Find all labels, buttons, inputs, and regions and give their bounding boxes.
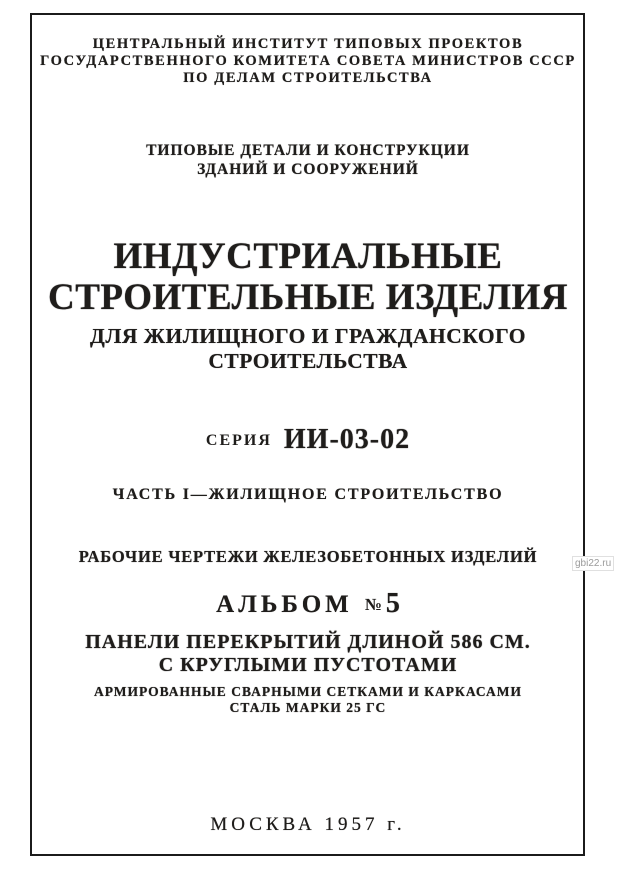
document-title-line: ИНДУСТРИАЛЬНЫЕ — [113, 236, 503, 277]
series-header-line: ЗДАНИЙ И СООРУЖЕНИЙ — [197, 161, 419, 178]
series-header-line: ТИПОВЫЕ ДЕТАЛИ И КОНСТРУКЦИИ — [146, 142, 470, 159]
drawings-line: РАБОЧИЕ ЧЕРТЕЖИ ЖЕЛЕЗОБЕТОННЫХ ИЗДЕЛИЙ — [78, 547, 538, 566]
series-line — [31, 424, 585, 456]
reinforcement-note — [31, 684, 585, 716]
document-title-line: СТРОИТЕЛЬНЫЕ ИЗДЕЛИЯ — [47, 277, 569, 318]
institute-header-line: ПО ДЕЛАМ СТРОИТЕЛЬСТВА — [183, 70, 433, 86]
institute-header — [31, 36, 585, 87]
reinforcement-note-line: АРМИРОВАННЫЕ СВАРНЫМИ СЕТКАМИ И КАРКАСАМИ — [94, 684, 522, 699]
watermark: gbi22.ru — [572, 556, 614, 571]
panel-title-line: С КРУГЛЫМИ ПУСТОТАМИ — [158, 654, 458, 676]
institute-header-line: ЦЕНТРАЛЬНЫЙ ИНСТИТУТ ТИПОВЫХ ПРОЕКТОВ — [92, 36, 524, 52]
document-subtitle-line: ДЛЯ ЖИЛИЩНОГО И ГРАЖДАНСКОГО — [90, 324, 526, 348]
document-subtitle-line: СТРОИТЕЛЬСТВА — [208, 349, 408, 373]
part-line: ЧАСТЬ I—ЖИЛИЩНОЕ СТРОИТЕЛЬСТВО — [112, 486, 504, 503]
document-subtitle — [31, 324, 585, 374]
panel-title — [31, 631, 585, 677]
album-line — [31, 588, 585, 620]
panel-title-line: ПАНЕЛИ ПЕРЕКРЫТИЙ ДЛИНОЙ 586 СМ. — [85, 631, 531, 653]
imprint: МОСКВА 1957 г. — [210, 814, 406, 835]
album-label: АЛЬБОМ — [216, 591, 353, 618]
series-number: ИИ-03-02 — [283, 424, 411, 455]
series-label: СЕРИЯ — [205, 432, 272, 449]
series-header — [31, 141, 585, 179]
document-title — [31, 236, 585, 318]
album-number: 5 — [385, 588, 400, 619]
reinforcement-note-line: СТАЛЬ МАРКИ 25 ГС — [229, 700, 387, 715]
album-no-sign: № — [364, 595, 382, 614]
institute-header-line: ГОСУДАРСТВЕННОГО КОМИТЕТА СОВЕТА МИНИСТРОВ СССР — [40, 53, 576, 69]
